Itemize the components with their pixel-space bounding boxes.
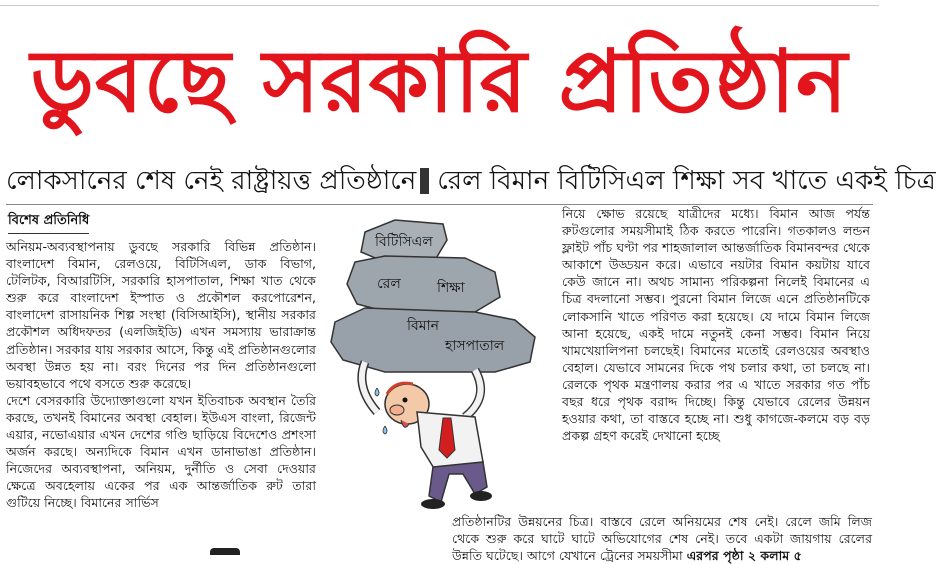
subheadline-part2: রেল বিমান বিটিসিএল শিক্ষা সব খাতে একই চিত্র — [437, 166, 936, 196]
article-bottom-column — [452, 513, 872, 564]
article-right-column — [562, 205, 870, 444]
byline: বিশেষ প্রতিনিধি — [8, 211, 89, 234]
rock-label-education: শিক্ষা — [437, 280, 465, 296]
rock-label-btcl: বিটিসিএল — [375, 234, 433, 250]
rock-middle — [347, 256, 500, 314]
top-margin — [0, 0, 879, 6]
shoe-right — [470, 491, 492, 501]
continuation-link[interactable]: এরপর পৃষ্ঠা ২ কলাম ৫ — [686, 548, 802, 564]
subheadline-part1: লোকসানের শেষ নেই রাষ্ট্রায়ত্ত প্রতিষ্ঠানে — [6, 166, 417, 196]
paragraph: নিয়ে ক্ষোভ রয়েছে যাত্রীদের মধ্যে। বিমান আজ পর্যন্ত রুটগুলোর সময়সীমাই ঠিক করতে পারেনি। গতকালও লন্ডন ফ্লাইট পাঁচ ঘণ্টা পর শাহজালাল আন্তর্জাতিক বিমানবন্দর থেকে আকাশে উড্ডয়ন করে। এভাবে নয়টার বিমান কয়টায় যাবে কেউ জানে না। অথচ সামান্য পরিকল্পনা নিলেই বিমানের এ চিত্র বদলানো সম্ভব। পুরনো বিমান লিজে এনে প্রতিষ্ঠানটিকে লোকসানি খাতে পরিণত করা হয়েছে। যে দামে বিমান লিজে আনা হয়েছে, একই দামে নতুনই কেনা সম্ভব। বিমান নিয়ে খামখেয়ালিপনা চলছেই। বিমানের মতোই রেলওয়ের অবস্থাও বেহাল। যেভাবে সামনের দিকে পথ চলার কথা, তা চলছে না। রেলকে পৃথক মন্ত্রণালয় করার পর এ খাতে সরকার গত পাঁচ বছর ধরে পৃথক বরাদ্দ দিচ্ছে। কিন্তু যেভাবে রেলের উন্নয়ন হওয়ার কথা, তা বাস্তবে হচ্ছে না। শুধু কাগজে-কলমে বড় বড় প্রকল্প গ্রহণ করেই দেখানো হচ্ছে — [562, 206, 870, 444]
paragraph: দেশে বেসরকারি উদ্যোক্তাগুলো যখন ইতিবাচক অবস্থান তৈরি করছে, তখনই বিমানের অবস্থা বেহাল। ইউএস বাংলা, রিজেন্ট এয়ার, নভোএয়ার এখন দেশের গণ্ডি ছাড়িয়ে বিদেশেও প্রশংসা অর্জন করছে। অন্যদিকে বিমান এখন ডানাভাঙা প্রতিষ্ঠান। নিজেদের অব্যবস্থাপনা, অনিয়ম, দুর্নীতি ও সেবা দেওয়ার ক্ষেত্রে অবহেলায় একের পর এক আন্তর্জাতিক রুট তারা গুটিয়ে নিচ্ছে। বিমানের সার্ভিস — [6, 392, 316, 511]
next-article-fragment — [210, 548, 240, 555]
rock-label-hospital: হাসপাতাল — [445, 338, 505, 354]
cartoon-illustration — [325, 212, 560, 512]
rock-label-rail: রেল — [377, 276, 401, 292]
shoe-left — [421, 499, 445, 509]
article-left-column — [6, 238, 316, 512]
subheadline — [6, 161, 936, 201]
headline: ডুবছে সরকারি প্রতিষ্ঠান — [30, 32, 849, 132]
rock-label-biman: বিমান — [407, 318, 439, 334]
paragraph: অনিয়ম-অব্যবস্থাপনায় ডুবছে সরকারি বিভিন্ন প্রতিষ্ঠান। বাংলাদেশ বিমান, রেলওয়ে, বিটিসিএল, ডাক বিভাগ, টেলিটক, বিআরটিসি, সরকারি হাসপাতাল, শিক্ষা খাত থেকে শুরু করে বাংলাদেশ ইস্পাত ও প্রকৌশল করপোরেশন, বাংলাদেশ রাসায়নিক শিল্প সংস্থা (বিসিআইসি), স্থানীয় সরকার প্রকৌশল অধিদফতর (এলজিইডি) এখন সমস্যায় ভারাক্রান্ত প্রতিষ্ঠান। সরকার যায় সরকার আসে, কিন্তু এই প্রতিষ্ঠানগুলোর অবস্থা উন্নত হয় না। বরং দিনের পর দিন প্রতিষ্ঠানগুলো ভয়াবহভাবে পথে বসতে শুরু করেছে। — [6, 239, 316, 391]
sweat-drop — [375, 388, 379, 396]
sweat-drop — [383, 426, 387, 434]
separator-bar — [420, 168, 429, 194]
paragraph: প্রতিষ্ঠানটির উন্নয়নের চিত্র। বাস্তবে রেলে অনিয়মের শেষ নেই। রেলে জমি লিজ থেকে শুরু করে ঘাটে ঘাটে অভিযোগের শেষ নেই। তবে একটা জায়গায় রেলের উন্নতি ঘটেছে। আগে যেখানে ট্রেনের সময়সীমা — [452, 514, 872, 564]
nose — [390, 405, 404, 415]
eye — [403, 398, 408, 403]
